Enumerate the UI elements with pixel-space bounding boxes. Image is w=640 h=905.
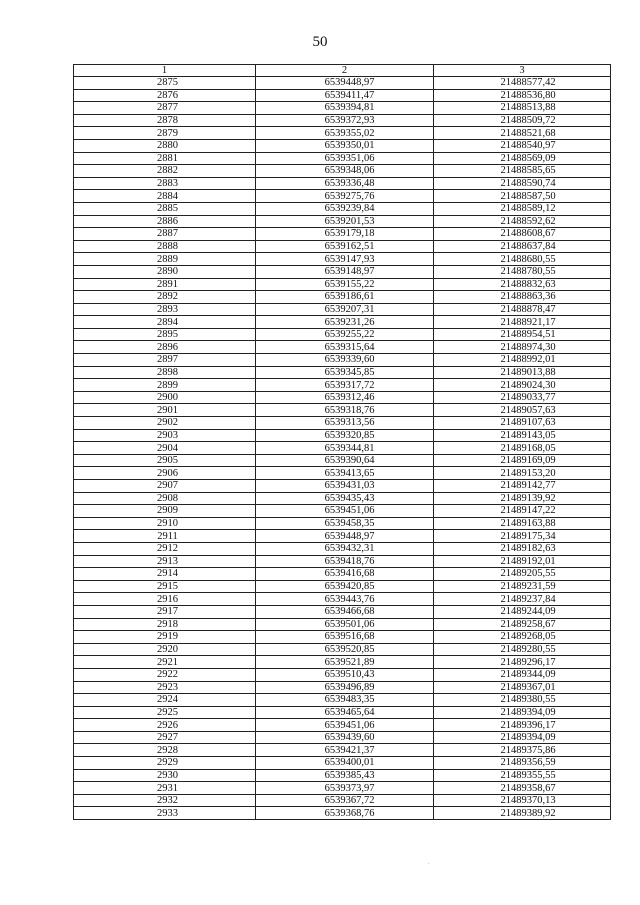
- y-coordinate-cell: 21489163,88: [434, 517, 611, 530]
- y-coordinate-cell: 21488589,12: [434, 202, 611, 215]
- y-coordinate-cell: 21489013,88: [434, 366, 611, 379]
- point-number-cell: 2875: [74, 77, 256, 90]
- y-coordinate-cell: 21489268,05: [434, 631, 611, 644]
- point-number-cell: 2916: [74, 593, 256, 606]
- x-coordinate-cell: 6539179,18: [256, 228, 434, 241]
- table-row: [74, 467, 611, 480]
- table-row: [74, 291, 611, 304]
- y-coordinate-cell: 21489358,67: [434, 782, 611, 795]
- y-coordinate-cell: 21488954,51: [434, 328, 611, 341]
- x-coordinate-cell: 6539315,64: [256, 341, 434, 354]
- table-row: [74, 354, 611, 367]
- y-coordinate-cell: 21488992,01: [434, 354, 611, 367]
- point-number-cell: 2894: [74, 316, 256, 329]
- x-coordinate-cell: 6539345,85: [256, 366, 434, 379]
- x-coordinate-cell: 6539443,76: [256, 593, 434, 606]
- table-row: [74, 341, 611, 354]
- y-coordinate-cell: 21489258,67: [434, 618, 611, 631]
- x-coordinate-cell: 6539155,22: [256, 278, 434, 291]
- column-header-1: 1: [74, 65, 256, 77]
- scan-dot: .: [428, 860, 430, 866]
- y-coordinate-cell: 21489344,09: [434, 668, 611, 681]
- x-coordinate-cell: 6539336,48: [256, 177, 434, 190]
- coordinates-table: [73, 64, 611, 820]
- table-row: [74, 202, 611, 215]
- point-number-cell: 2893: [74, 303, 256, 316]
- x-coordinate-cell: 6539348,06: [256, 165, 434, 178]
- point-number-cell: 2888: [74, 240, 256, 253]
- point-number-cell: 2920: [74, 643, 256, 656]
- x-coordinate-cell: 6539385,43: [256, 769, 434, 782]
- table-row: [74, 152, 611, 165]
- point-number-cell: 2899: [74, 379, 256, 392]
- point-number-cell: 2881: [74, 152, 256, 165]
- y-coordinate-cell: 21488637,84: [434, 240, 611, 253]
- y-coordinate-cell: 21488921,17: [434, 316, 611, 329]
- point-number-cell: 2923: [74, 681, 256, 694]
- y-coordinate-cell: 21489147,22: [434, 505, 611, 518]
- y-coordinate-cell: 21489367,01: [434, 681, 611, 694]
- x-coordinate-cell: 6539416,68: [256, 568, 434, 581]
- table-row: [74, 731, 611, 744]
- x-coordinate-cell: 6539465,64: [256, 706, 434, 719]
- point-number-cell: 2879: [74, 127, 256, 140]
- point-number-cell: 2892: [74, 291, 256, 304]
- point-number-cell: 2901: [74, 404, 256, 417]
- table-row: [74, 303, 611, 316]
- y-coordinate-cell: 21489375,86: [434, 744, 611, 757]
- x-coordinate-cell: 6539458,35: [256, 517, 434, 530]
- y-coordinate-cell: 21488509,72: [434, 114, 611, 127]
- x-coordinate-cell: 6539313,56: [256, 417, 434, 430]
- table-row: [74, 555, 611, 568]
- point-number-cell: 2887: [74, 228, 256, 241]
- y-coordinate-cell: 21488780,55: [434, 265, 611, 278]
- table-row: [74, 404, 611, 417]
- x-coordinate-cell: 6539501,06: [256, 618, 434, 631]
- table-row: [74, 429, 611, 442]
- x-coordinate-cell: 6539451,06: [256, 505, 434, 518]
- x-coordinate-cell: 6539432,31: [256, 542, 434, 555]
- table-row: [74, 391, 611, 404]
- y-coordinate-cell: 21488878,47: [434, 303, 611, 316]
- header-row: [74, 65, 611, 77]
- y-coordinate-cell: 21488536,80: [434, 89, 611, 102]
- x-coordinate-cell: 6539394,81: [256, 102, 434, 115]
- x-coordinate-cell: 6539496,89: [256, 681, 434, 694]
- point-number-cell: 2903: [74, 429, 256, 442]
- table-row: [74, 580, 611, 593]
- point-number-cell: 2919: [74, 631, 256, 644]
- x-coordinate-cell: 6539413,65: [256, 467, 434, 480]
- table-row: [74, 668, 611, 681]
- point-number-cell: 2922: [74, 668, 256, 681]
- y-coordinate-cell: 21489380,55: [434, 694, 611, 707]
- x-coordinate-cell: 6539411,47: [256, 89, 434, 102]
- table-row: [74, 77, 611, 90]
- point-number-cell: 2912: [74, 542, 256, 555]
- y-coordinate-cell: 21489142,77: [434, 480, 611, 493]
- y-coordinate-cell: 21488587,50: [434, 190, 611, 203]
- table-row: [74, 417, 611, 430]
- point-number-cell: 2878: [74, 114, 256, 127]
- point-number-cell: 2883: [74, 177, 256, 190]
- x-coordinate-cell: 6539317,72: [256, 379, 434, 392]
- point-number-cell: 2932: [74, 794, 256, 807]
- point-number-cell: 2900: [74, 391, 256, 404]
- point-number-cell: 2911: [74, 530, 256, 543]
- table-row: [74, 517, 611, 530]
- y-coordinate-cell: 21489139,92: [434, 492, 611, 505]
- x-coordinate-cell: 6539147,93: [256, 253, 434, 266]
- y-coordinate-cell: 21489370,13: [434, 794, 611, 807]
- point-number-cell: 2876: [74, 89, 256, 102]
- x-coordinate-cell: 6539312,46: [256, 391, 434, 404]
- table-row: [74, 542, 611, 555]
- x-coordinate-cell: 6539275,76: [256, 190, 434, 203]
- table-row: [74, 605, 611, 618]
- point-number-cell: 2895: [74, 328, 256, 341]
- table-row: [74, 139, 611, 152]
- x-coordinate-cell: 6539466,68: [256, 605, 434, 618]
- y-coordinate-cell: 21489168,05: [434, 442, 611, 455]
- y-coordinate-cell: 21489237,84: [434, 593, 611, 606]
- x-coordinate-cell: 6539421,37: [256, 744, 434, 757]
- table-row: [74, 643, 611, 656]
- point-number-cell: 2886: [74, 215, 256, 228]
- y-coordinate-cell: 21489182,63: [434, 542, 611, 555]
- table-row: [74, 794, 611, 807]
- point-number-cell: 2891: [74, 278, 256, 291]
- x-coordinate-cell: 6539448,97: [256, 77, 434, 90]
- x-coordinate-cell: 6539520,85: [256, 643, 434, 656]
- y-coordinate-cell: 21489355,55: [434, 769, 611, 782]
- point-number-cell: 2931: [74, 782, 256, 795]
- point-number-cell: 2917: [74, 605, 256, 618]
- point-number-cell: 2905: [74, 454, 256, 467]
- point-number-cell: 2925: [74, 706, 256, 719]
- x-coordinate-cell: 6539510,43: [256, 668, 434, 681]
- x-coordinate-cell: 6539255,22: [256, 328, 434, 341]
- x-coordinate-cell: 6539400,01: [256, 757, 434, 770]
- table-row: [74, 253, 611, 266]
- y-coordinate-cell: 21488577,42: [434, 77, 611, 90]
- y-coordinate-cell: 21489394,09: [434, 731, 611, 744]
- point-number-cell: 2877: [74, 102, 256, 115]
- column-header-3: 3: [434, 65, 611, 77]
- point-number-cell: 2918: [74, 618, 256, 631]
- y-coordinate-cell: 21489153,20: [434, 467, 611, 480]
- x-coordinate-cell: 6539339,60: [256, 354, 434, 367]
- x-coordinate-cell: 6539186,61: [256, 291, 434, 304]
- x-coordinate-cell: 6539368,76: [256, 807, 434, 820]
- x-coordinate-cell: 6539483,35: [256, 694, 434, 707]
- x-coordinate-cell: 6539451,06: [256, 719, 434, 732]
- table-row: [74, 328, 611, 341]
- x-coordinate-cell: 6539239,84: [256, 202, 434, 215]
- y-coordinate-cell: 21488863,36: [434, 291, 611, 304]
- x-coordinate-cell: 6539431,03: [256, 480, 434, 493]
- table-row: [74, 366, 611, 379]
- y-coordinate-cell: 21488521,68: [434, 127, 611, 140]
- point-number-cell: 2913: [74, 555, 256, 568]
- table-row: [74, 631, 611, 644]
- table-row: [74, 316, 611, 329]
- point-number-cell: 2880: [74, 139, 256, 152]
- point-number-cell: 2929: [74, 757, 256, 770]
- point-number-cell: 2904: [74, 442, 256, 455]
- table-row: [74, 719, 611, 732]
- point-number-cell: 2921: [74, 656, 256, 669]
- y-coordinate-cell: 21489205,55: [434, 568, 611, 581]
- x-coordinate-cell: 6539148,97: [256, 265, 434, 278]
- point-number-cell: 2928: [74, 744, 256, 757]
- y-coordinate-cell: 21489024,30: [434, 379, 611, 392]
- x-coordinate-cell: 6539372,93: [256, 114, 434, 127]
- table-row: [74, 102, 611, 115]
- x-coordinate-cell: 6539373,97: [256, 782, 434, 795]
- y-coordinate-cell: 21489169,09: [434, 454, 611, 467]
- point-number-cell: 2908: [74, 492, 256, 505]
- point-number-cell: 2902: [74, 417, 256, 430]
- table-row: [74, 190, 611, 203]
- x-coordinate-cell: 6539420,85: [256, 580, 434, 593]
- y-coordinate-cell: 21488513,88: [434, 102, 611, 115]
- table-row: [74, 694, 611, 707]
- table-row: [74, 656, 611, 669]
- y-coordinate-cell: 21489296,17: [434, 656, 611, 669]
- x-coordinate-cell: 6539521,89: [256, 656, 434, 669]
- y-coordinate-cell: 21489280,55: [434, 643, 611, 656]
- point-number-cell: 2906: [74, 467, 256, 480]
- table-row: [74, 530, 611, 543]
- y-coordinate-cell: 21488680,55: [434, 253, 611, 266]
- point-number-cell: 2898: [74, 366, 256, 379]
- x-coordinate-cell: 6539351,06: [256, 152, 434, 165]
- point-number-cell: 2910: [74, 517, 256, 530]
- table-row: [74, 278, 611, 291]
- table-row: [74, 89, 611, 102]
- table-row: [74, 265, 611, 278]
- x-coordinate-cell: 6539355,02: [256, 127, 434, 140]
- x-coordinate-cell: 6539418,76: [256, 555, 434, 568]
- y-coordinate-cell: 21489389,92: [434, 807, 611, 820]
- y-coordinate-cell: 21489057,63: [434, 404, 611, 417]
- x-coordinate-cell: 6539162,51: [256, 240, 434, 253]
- table-row: [74, 177, 611, 190]
- y-coordinate-cell: 21489231,59: [434, 580, 611, 593]
- point-number-cell: 2882: [74, 165, 256, 178]
- table-row: [74, 240, 611, 253]
- x-coordinate-cell: 6539367,72: [256, 794, 434, 807]
- table-row: [74, 807, 611, 820]
- x-coordinate-cell: 6539439,60: [256, 731, 434, 744]
- y-coordinate-cell: 21488540,97: [434, 139, 611, 152]
- x-coordinate-cell: 6539318,76: [256, 404, 434, 417]
- table-row: [74, 127, 611, 140]
- point-number-cell: 2924: [74, 694, 256, 707]
- point-number-cell: 2914: [74, 568, 256, 581]
- point-number-cell: 2930: [74, 769, 256, 782]
- column-header-2: 2: [256, 65, 434, 77]
- table-row: [74, 505, 611, 518]
- table-row: [74, 681, 611, 694]
- table-row: [74, 492, 611, 505]
- x-coordinate-cell: 6539201,53: [256, 215, 434, 228]
- x-coordinate-cell: 6539350,01: [256, 139, 434, 152]
- y-coordinate-cell: 21489143,05: [434, 429, 611, 442]
- table-row: [74, 114, 611, 127]
- table-row: [74, 379, 611, 392]
- x-coordinate-cell: 6539516,68: [256, 631, 434, 644]
- y-coordinate-cell: 21488585,65: [434, 165, 611, 178]
- y-coordinate-cell: 21488832,63: [434, 278, 611, 291]
- point-number-cell: 2896: [74, 341, 256, 354]
- table-row: [74, 454, 611, 467]
- y-coordinate-cell: 21488592,62: [434, 215, 611, 228]
- y-coordinate-cell: 21489394,09: [434, 706, 611, 719]
- table-row: [74, 706, 611, 719]
- point-number-cell: 2915: [74, 580, 256, 593]
- point-number-cell: 2884: [74, 190, 256, 203]
- y-coordinate-cell: 21489033,77: [434, 391, 611, 404]
- table-row: [74, 744, 611, 757]
- table-row: [74, 568, 611, 581]
- point-number-cell: 2933: [74, 807, 256, 820]
- y-coordinate-cell: 21489396,17: [434, 719, 611, 732]
- point-number-cell: 2907: [74, 480, 256, 493]
- point-number-cell: 2889: [74, 253, 256, 266]
- x-coordinate-cell: 6539207,31: [256, 303, 434, 316]
- point-number-cell: 2897: [74, 354, 256, 367]
- table-row: [74, 165, 611, 178]
- x-coordinate-cell: 6539320,85: [256, 429, 434, 442]
- table-row: [74, 480, 611, 493]
- y-coordinate-cell: 21488974,30: [434, 341, 611, 354]
- y-coordinate-cell: 21489175,34: [434, 530, 611, 543]
- table-row: [74, 442, 611, 455]
- table-row: [74, 228, 611, 241]
- x-coordinate-cell: 6539231,26: [256, 316, 434, 329]
- y-coordinate-cell: 21489356,59: [434, 757, 611, 770]
- table-row: [74, 618, 611, 631]
- table-header: [74, 65, 611, 77]
- point-number-cell: 2909: [74, 505, 256, 518]
- table-body: [74, 77, 611, 820]
- point-number-cell: 2926: [74, 719, 256, 732]
- point-number-cell: 2885: [74, 202, 256, 215]
- y-coordinate-cell: 21489107,63: [434, 417, 611, 430]
- y-coordinate-cell: 21489244,09: [434, 605, 611, 618]
- page-number: 50: [312, 34, 328, 50]
- y-coordinate-cell: 21488569,09: [434, 152, 611, 165]
- point-number-cell: 2927: [74, 731, 256, 744]
- y-coordinate-cell: 21488608,67: [434, 228, 611, 241]
- point-number-cell: 2890: [74, 265, 256, 278]
- table-row: [74, 769, 611, 782]
- table-row: [74, 757, 611, 770]
- table-row: [74, 782, 611, 795]
- table-row: [74, 215, 611, 228]
- y-coordinate-cell: 21489192,01: [434, 555, 611, 568]
- x-coordinate-cell: 6539435,43: [256, 492, 434, 505]
- x-coordinate-cell: 6539344,81: [256, 442, 434, 455]
- table-row: [74, 593, 611, 606]
- x-coordinate-cell: 6539448,97: [256, 530, 434, 543]
- y-coordinate-cell: 21488590,74: [434, 177, 611, 190]
- x-coordinate-cell: 6539390,64: [256, 454, 434, 467]
